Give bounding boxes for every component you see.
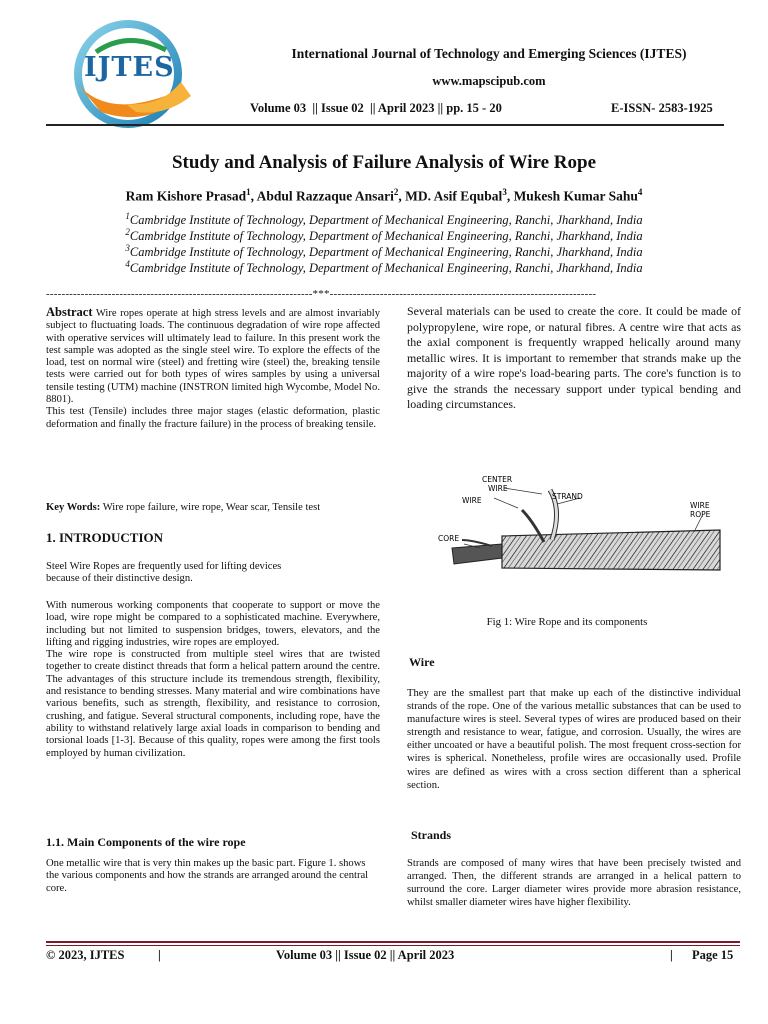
footer-rule [46, 941, 740, 943]
intro-heading: 1. INTRODUCTION [46, 530, 164, 545]
footer-copyright: © 2023, IJTES [46, 948, 125, 962]
keywords [46, 502, 380, 514]
wire-text: They are the smallest part that make up each of the distinctive individual strands of the rope. One of the various metallic substances that can be used to manufacture wires is steel. Several types of wires are produced based on their strength and resistance to wear, fatigue, and corrosion. Usually, the wires are either uncoated or have a beautiful polish. The most frequent cross-section for wires is spherical. Nonetheless, profile wires are occasionally used. Profile wires are defined as wires with a cross section different than a spherical section. [407, 688, 741, 791]
affiliation-text: Cambridge Institute of Technology, Department of Mechanical Engineering, Ranchi, Jharkhand, India [129, 213, 643, 228]
author-name: Ram Kishore Prasad [125, 188, 247, 204]
author-list [0, 187, 768, 205]
issn: E-ISSN- 2583-1925 [611, 101, 713, 115]
affiliation-text: Cambridge Institute of Technology, Department of Mechanical Engineering, Ranchi, Jharkhand, India [129, 261, 643, 276]
abstract-text-2: This test (Tensile) includes three major stages (elastic deformation, plastic deformation and finally the fracture failure) in the process of breaking tensile. [46, 406, 380, 430]
keywords-label: Key Words: [46, 502, 101, 513]
author-name: , Abdul Razzaque Ansari [250, 188, 394, 204]
figure-label-strand: STRAND [552, 492, 583, 501]
header-rule [46, 124, 724, 126]
intro-text: The wire rope is constructed from multiple steel wires that are twisted together to create distinct threads that form a helical pattern around the centre. The advantages of this structure include its tremendous strength, flexibility, and resistance to bending stresses. Many material and wire combinations have various benefits, such as strength, flexibility, and resistance to corrosion, crushing, and fatigue. Several structural components, including rope, have the ability to withstand relatively large axial loads in comparison to bending and torsional loads [1-3]. Because of this quality, ropes were among the first tools employed by human civilization. [46, 649, 380, 759]
abstract [46, 306, 380, 431]
strands-text: Strands are composed of many wires that have been precisely twisted and arranged. Then, the different strands are arranged in a helical pattern to surround the core. Larger diameter wires provide more abrasion resistance, whilst smaller diameter wires have higher flexibility. [407, 858, 741, 909]
footer-separator: | [158, 948, 161, 962]
figure-label-wire-rope: WIRE [690, 501, 710, 510]
affiliation [0, 243, 768, 260]
author-sup: 2 [393, 187, 399, 197]
journal-logo [56, 12, 206, 132]
keywords-text: Wire rope failure, wire rope, Wear scar, Tensile test [100, 502, 321, 513]
affiliation-text: Cambridge Institute of Technology, Department of Mechanical Engineering, Ranchi, Jharkhand, India [129, 229, 643, 244]
volume-info: Volume 03 || Issue 02 || April 2023 || pp. 15 - 20 [250, 101, 502, 115]
affiliation-sup: 3 [125, 243, 130, 253]
affiliation [0, 227, 768, 244]
affiliation [0, 259, 768, 276]
figure-label-center-wire: CENTER [482, 475, 513, 484]
figure-label-core: CORE [438, 534, 460, 543]
components-heading: 1.1. Main Components of the wire rope [46, 835, 246, 849]
abstract-text: Wire ropes operate at high stress levels and are almost invariably subject to fluctuating loads. The continuous degradation of wire rope affected with operative services will ultimately lead to failure. In this present work the test sample was adopted as the single steel wire. To explore the effects of the load, test on normal wire (steel) and fretting wire (steel) the, breaking tensile tests were carried out for both types of wires samples by using a universal tensile testing (UTM) machine (INSTRON limited high Wycombe, Model No. 8801). [46, 308, 380, 406]
logo-text: IJTES [84, 52, 175, 83]
core-paragraph: Several materials can be used to create the core. It could be made of polypropylene, wire rope, or natural fibres. A centre wire that acts as the axial component is frequently wrapped helically around many metallic wires. It is important to remember that strands make up the majority of a wire rope's load-bearing parts. The core's function is to give the strands the necessary support under typical bending and loading circumstances. [407, 304, 741, 411]
footer-rule-thin [46, 945, 740, 946]
intro-text: With numerous working components that cooperate to support or move the load, wire rope might be compared to a sophisticated machine. Everywhere, including but not limited to suspension bridges, towers, elevators, and the lifting and rigging industries, wire ropes are employed. [46, 600, 380, 648]
components-text: One metallic wire that is very thin makes up the basic part. Figure 1. shows the various components and how the strands are arranged around the central core. [46, 858, 369, 894]
section-separator: ---------------------------------------------------------------------***--------------------------------------------------------------------- [46, 288, 597, 300]
intro-line: Steel Wire Ropes are frequently used for lifting devices [46, 561, 282, 572]
figure-label-center-wire: WIRE [488, 484, 508, 493]
figure-label-wire-rope: ROPE [690, 510, 711, 519]
intro-line: because of their distinctive design. [46, 573, 193, 585]
author-sup: 4 [637, 187, 643, 197]
author-sup: 3 [502, 187, 507, 197]
affiliation-sup: 4 [125, 259, 130, 269]
journal-name: International Journal of Technology and Emerging Sciences (IJTES) [291, 46, 687, 61]
footer-volume: Volume 03 || Issue 02 || April 2023 [276, 948, 455, 962]
footer-page: Page 15 [692, 948, 734, 962]
figure-caption: Fig 1: Wire Rope and its components [486, 616, 648, 628]
wire-rope-figure [432, 470, 732, 600]
journal-website: www.mapscipub.com [432, 74, 546, 88]
author-name: , MD. Asif Equbal [398, 188, 503, 204]
affiliation [0, 211, 768, 228]
wire-heading: Wire [409, 655, 435, 669]
affiliation-sup: 2 [125, 227, 130, 237]
author-name: , Mukesh Kumar Sahu [506, 188, 638, 204]
paper-title: Study and Analysis of Failure Analysis of Wire Rope [171, 152, 597, 173]
intro-paragraph-1 [46, 561, 380, 586]
affiliation-sup: 1 [125, 211, 130, 221]
figure-label-wire: WIRE [462, 496, 482, 505]
intro-paragraph-2 [46, 600, 380, 760]
footer-separator: | [670, 948, 673, 962]
abstract-label: Abstract [46, 305, 93, 319]
strands-heading: Strands [411, 828, 452, 842]
affiliation-text: Cambridge Institute of Technology, Department of Mechanical Engineering, Ranchi, Jharkhand, India [129, 245, 643, 260]
author-sup: 1 [246, 187, 251, 197]
